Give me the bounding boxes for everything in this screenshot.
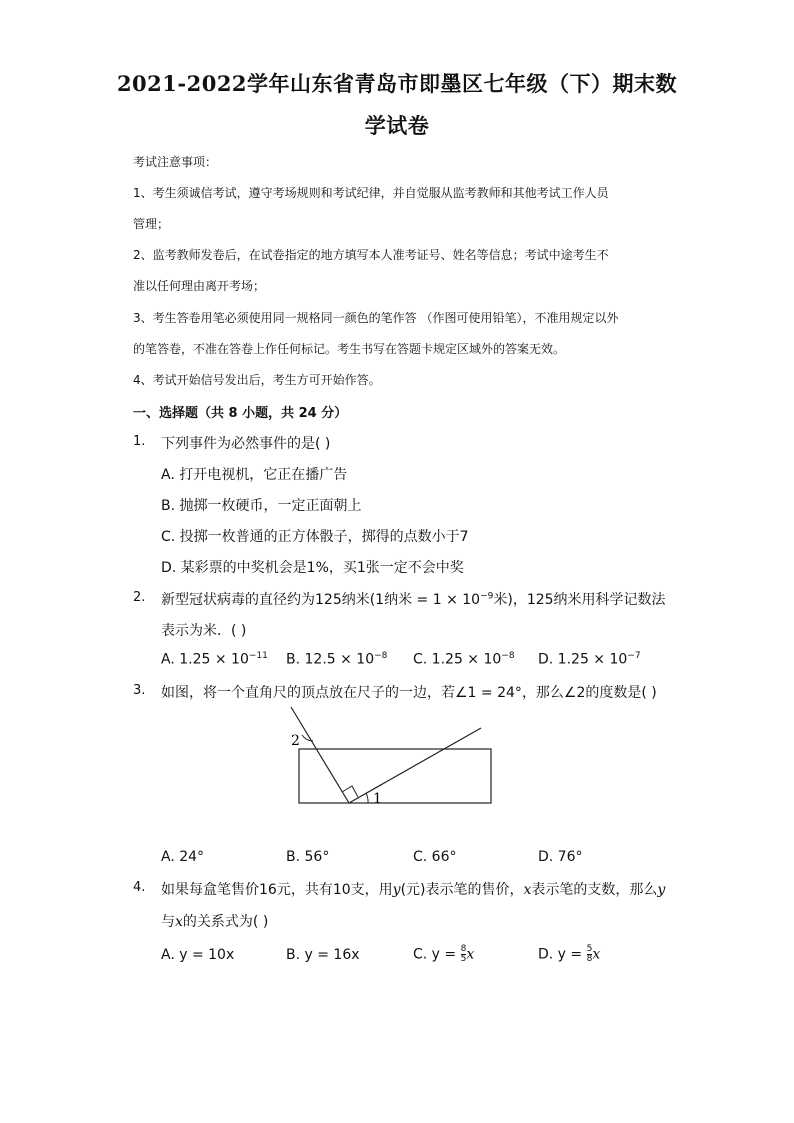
q4-var-x: x (523, 882, 532, 898)
notice-line-6: 的笔答卷，不准在答卷上作任何标记。考生书写在答题卡规定区域外的答案无效。 (133, 342, 566, 356)
q2-b-base: B. 12.5 × 10 (286, 651, 375, 668)
question-4-option-a: A. y = 10x (161, 947, 235, 963)
question-1-option-b: B. 抛掷一枚硬币，一定正面朝上 (161, 498, 362, 514)
question-2-stem (161, 589, 666, 609)
exam-title-line1: 2021-2022学年山东省青岛市即墨区七年级（下）期末数 (116, 71, 678, 96)
q4-c-den: 5 (460, 954, 467, 964)
notice-heading: 考试注意事项： (133, 155, 218, 169)
question-2-option-b (286, 651, 387, 668)
q2-d-base: D. 1.25 × 10 (538, 651, 628, 668)
q2-a-base: A. 1.25 × 10 (161, 651, 249, 668)
q2-a-exp: −11 (248, 651, 268, 661)
angle-1-label: 1 (373, 791, 382, 807)
set-square-right-edge (349, 728, 481, 803)
question-3-option-c: C. 66° (413, 849, 457, 865)
section-heading: 一、选择题（共 8 小题，共 24 分） (133, 406, 348, 421)
notice-line-7: 4、考试开始信号发出后，考生方可开始作答。 (133, 373, 381, 387)
question-2-option-d (538, 651, 641, 668)
q4-d-pre: D. y = (538, 946, 587, 963)
question-3-number: 3. (133, 683, 146, 698)
q4-stem-c: 表示笔的支数，那么 (531, 882, 658, 898)
q4-stem2-b: 的关系式为( ) (182, 914, 269, 930)
question-4-number: 4. (133, 880, 146, 895)
question-3-option-b: B. 56° (286, 849, 330, 865)
notice-line-2: 管理； (133, 217, 170, 231)
question-1-option-d: D. 某彩票的中奖机会是1%，买1张一定不会中奖 (161, 560, 464, 576)
ruler-rectangle (299, 749, 491, 803)
question-4-option-b: B. y = 16x (286, 947, 360, 963)
q2-b-exp: −8 (374, 651, 388, 661)
q4-c-var: x (466, 946, 475, 963)
q4-d-den: 8 (586, 954, 593, 964)
question-4-stem (161, 879, 665, 899)
exam-title-line2: 学试卷 (364, 113, 430, 138)
q2-d-exp: −7 (627, 651, 641, 661)
question-4-stem-line2 (161, 911, 268, 931)
q4-c-pre: C. y = (413, 946, 461, 963)
question-2-stem-line2: 表示为米．( ) (161, 623, 247, 639)
q4-d-num: 5 (586, 944, 593, 954)
notice-line-1: 1、考生须诚信考试，遵守考场规则和考试纪律，并自觉服从监考教师和其他考试工作人员 (133, 186, 609, 200)
q4-var-y2: y (657, 882, 666, 898)
notice-line-5: 3、考生答卷用笔必须使用同一规格同一颜色的笔作答 （作图可使用铅笔），不准用规定以外 (133, 311, 619, 325)
question-4-option-d (538, 945, 600, 964)
q2-c-exp: −8 (501, 651, 515, 661)
question-1-stem: 下列事件为必然事件的是( ) (161, 436, 331, 452)
question-3-option-a: A. 24° (161, 849, 205, 865)
q4-d-var: x (592, 946, 601, 963)
question-3-figure (285, 700, 500, 810)
question-2-exponent: −9 (480, 591, 494, 602)
question-4-option-c (413, 945, 474, 964)
question-2-stem-a: 新型冠状病毒的直径约为125纳米(1纳米 = 1 × 10 (161, 592, 481, 608)
angle-2-label: 2 (291, 733, 300, 749)
question-2-option-a (161, 651, 268, 668)
question-1-option-a: A. 打开电视机，它正在播广告 (161, 467, 348, 483)
q4-stem2-a: 与 (161, 914, 175, 930)
question-2-number: 2. (133, 590, 146, 605)
question-2-option-c (413, 651, 515, 668)
notice-line-3: 2、监考教师发卷后，在试卷指定的地方填写本人准考证号、姓名等信息；考试中途考生不 (133, 248, 609, 262)
question-2-stem-b: 米)，125纳米用科学记数法 (493, 592, 666, 608)
question-3-option-d: D. 76° (538, 849, 583, 865)
q4-var-y: y (392, 882, 401, 898)
q4-c-num: 8 (460, 944, 467, 954)
question-1-number: 1. (133, 434, 146, 449)
q2-c-base: C. 1.25 × 10 (413, 651, 502, 668)
notice-line-4: 准以任何理由离开考场； (133, 279, 266, 293)
set-square-left-edge (291, 707, 349, 803)
question-3-stem: 如图，将一个直角尺的顶点放在尺子的一边，若∠1 = 24°，那么∠2的度数是( ) (161, 685, 657, 701)
q4-var-x2: x (175, 914, 183, 930)
question-1-option-c: C. 投掷一枚普通的正方体骰子，掷得的点数小于7 (161, 529, 469, 545)
q4-stem-b: (元)表示笔的售价， (400, 882, 524, 898)
angle-1-arc (366, 793, 368, 803)
q4-stem-a: 如果每盒笔售价16元，共有10支，用 (161, 882, 393, 898)
